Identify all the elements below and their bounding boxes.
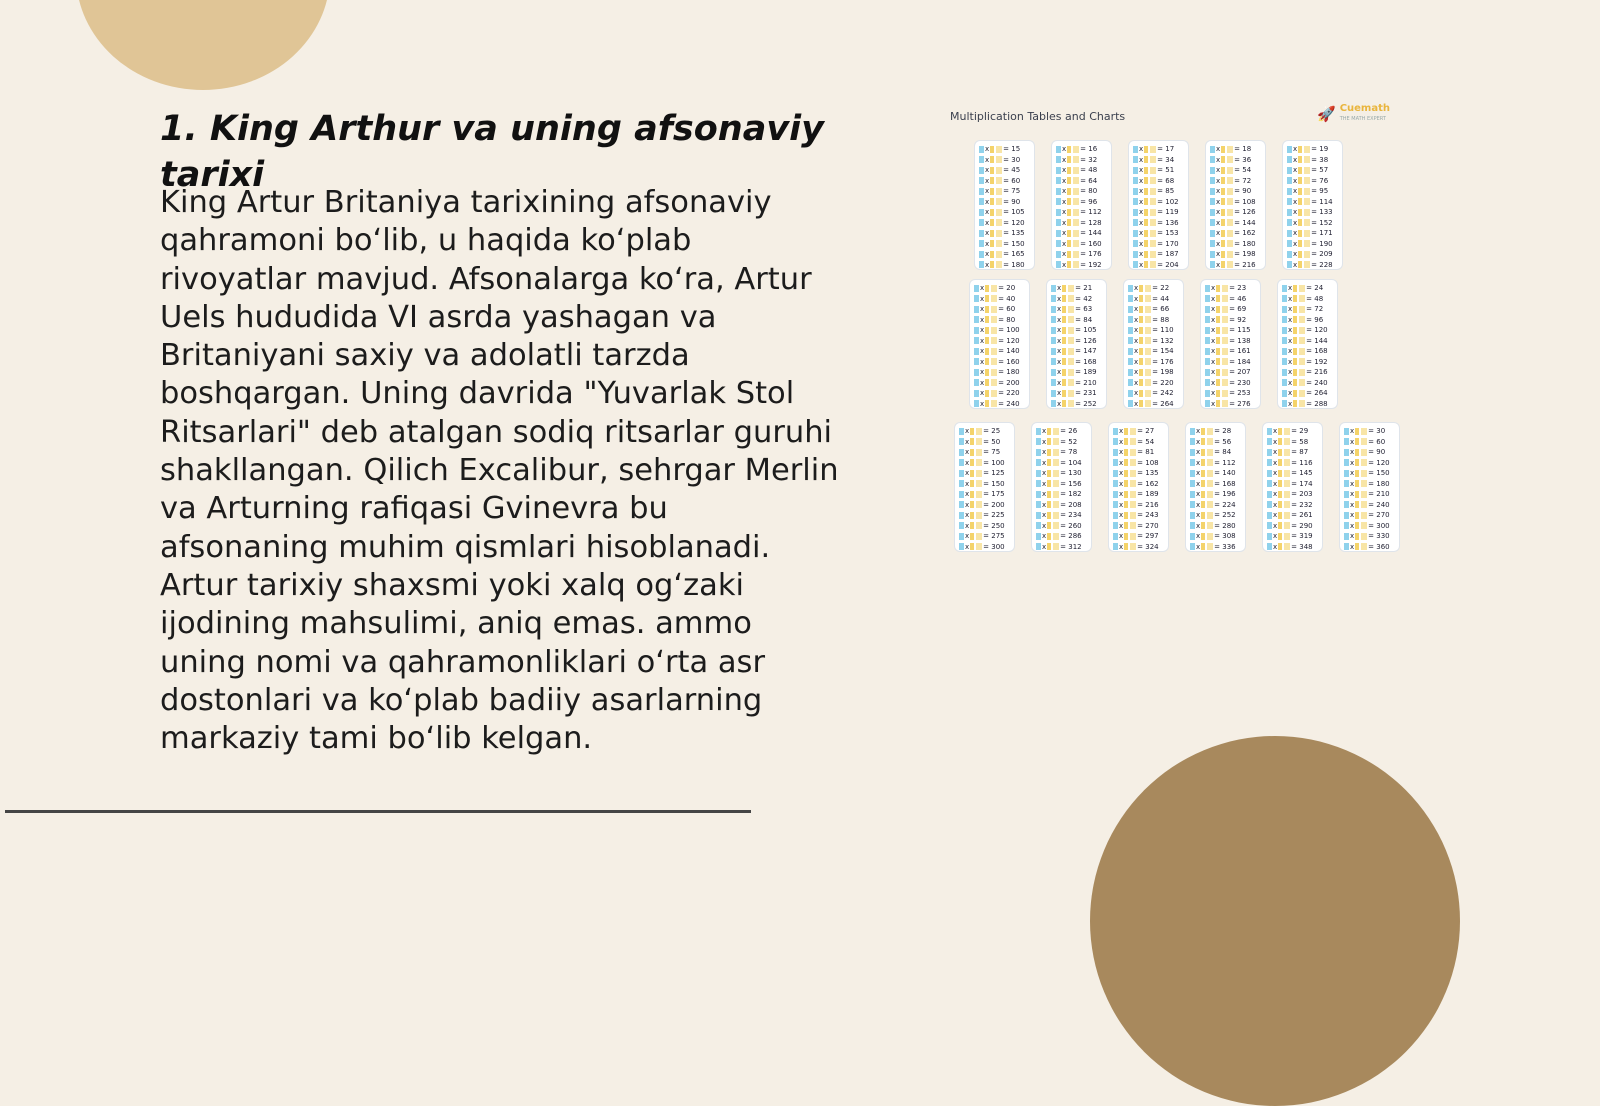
table-line: x = 80 — [1056, 186, 1107, 197]
table-line: x = 216 — [1210, 260, 1261, 271]
table-card-29 — [1262, 422, 1323, 552]
table-line: x = 264 — [1282, 388, 1333, 399]
table-line: x = 270 — [1113, 521, 1164, 532]
table-row — [969, 279, 1354, 409]
table-line: x = 26 — [1036, 426, 1087, 437]
table-line: x = 100 — [974, 325, 1025, 336]
table-line: x = 152 — [1287, 218, 1338, 229]
table-line: x = 116 — [1267, 458, 1318, 469]
table-line: x = 132 — [1128, 336, 1179, 347]
table-line: x = 84 — [1051, 315, 1102, 326]
chart-image-title: Multiplication Tables and Charts — [950, 110, 1126, 123]
table-line: x = 150 — [1344, 468, 1395, 479]
table-line: x = 30 — [1344, 426, 1395, 437]
table-line: x = 170 — [1133, 239, 1184, 250]
table-card-26 — [1031, 422, 1092, 552]
table-line: x = 32 — [1056, 155, 1107, 166]
table-line: x = 330 — [1344, 531, 1395, 542]
table-line: x = 120 — [974, 336, 1025, 347]
table-line: x = 252 — [1190, 510, 1241, 521]
table-line: x = 51 — [1133, 165, 1184, 176]
table-line: x = 21 — [1051, 283, 1102, 294]
table-line: x = 300 — [959, 542, 1010, 553]
table-line: x = 57 — [1287, 165, 1338, 176]
table-line: x = 225 — [959, 510, 1010, 521]
table-line: x = 95 — [1287, 186, 1338, 197]
table-line: x = 102 — [1133, 197, 1184, 208]
table-line: x = 120 — [979, 218, 1030, 229]
table-line: x = 154 — [1128, 346, 1179, 357]
table-line: x = 156 — [1036, 479, 1087, 490]
table-line: x = 54 — [1113, 437, 1164, 448]
table-line: x = 198 — [1128, 367, 1179, 378]
table-line: x = 108 — [1113, 458, 1164, 469]
table-line: x = 96 — [1282, 315, 1333, 326]
table-line: x = 297 — [1113, 531, 1164, 542]
table-line: x = 209 — [1287, 249, 1338, 260]
table-line: x = 135 — [979, 228, 1030, 239]
table-card-17 — [1128, 140, 1189, 270]
table-line: x = 150 — [959, 479, 1010, 490]
table-line: x = 112 — [1190, 458, 1241, 469]
table-line: x = 253 — [1205, 388, 1256, 399]
slide-title: 1. King Arthur va uning afsonaviy tarixi — [160, 109, 824, 195]
table-line: x = 234 — [1036, 510, 1087, 521]
table-line: x = 72 — [1210, 176, 1261, 187]
table-line: x = 50 — [959, 437, 1010, 448]
table-line: x = 312 — [1036, 542, 1087, 553]
table-line: x = 174 — [1267, 479, 1318, 490]
table-line: x = 68 — [1133, 176, 1184, 187]
table-line: x = 69 — [1205, 304, 1256, 315]
slide-body-text: King Artur Britaniya tarixining afsonaviy qahramoni bo‘lib, u haqida ko‘plab rivoyatlar mavjud. Afsonalarga ko‘ra, Artur Uels hududida VI asrda yashagan va Britaniyani saxiy va adolatli tarzda boshqargan. Uning davrida "Yuvarlak Stol Ritsarlari" deb atalgan sodiq ritsarlar guruhi shakllangan. Qilich Excalibur, sehrgar Merlin va Arturning rafiqasi Gvinevra bu afsonaning muhim qismlari hisoblanadi. Artur tarixiy shaxsmi yoki xalq og‘zaki ijodining mahsulimi, aniq emas. ammo uning nomi va qahramonliklari o‘rta asr dostonlari va ko‘plab badiiy asarlarning markaziy tami bo‘lib kelgan. — [160, 185, 839, 757]
table-line: x = 144 — [1282, 336, 1333, 347]
table-line: x = 90 — [979, 197, 1030, 208]
table-line: x = 64 — [1056, 176, 1107, 187]
table-line: x = 105 — [1051, 325, 1102, 336]
table-line: x = 180 — [1210, 239, 1261, 250]
table-card-30 — [1339, 422, 1400, 552]
table-line: x = 180 — [1344, 479, 1395, 490]
table-line: x = 275 — [959, 531, 1010, 542]
table-line: x = 140 — [974, 346, 1025, 357]
table-line: x = 324 — [1113, 542, 1164, 553]
table-line: x = 114 — [1287, 197, 1338, 208]
table-line: x = 150 — [979, 239, 1030, 250]
table-line: x = 176 — [1128, 357, 1179, 368]
table-line: x = 220 — [974, 388, 1025, 399]
table-line: x = 175 — [959, 489, 1010, 500]
table-line: x = 128 — [1056, 218, 1107, 229]
table-line: x = 36 — [1210, 155, 1261, 166]
table-line: x = 182 — [1036, 489, 1087, 500]
table-line: x = 187 — [1133, 249, 1184, 260]
table-line: x = 200 — [959, 500, 1010, 511]
table-line: x = 60 — [979, 176, 1030, 187]
table-line: x = 300 — [1344, 521, 1395, 532]
table-card-23 — [1200, 279, 1261, 409]
table-line: x = 24 — [1282, 283, 1333, 294]
table-line: x = 105 — [979, 207, 1030, 218]
table-line: x = 120 — [1282, 325, 1333, 336]
table-line: x = 276 — [1205, 399, 1256, 410]
table-line: x = 76 — [1287, 176, 1338, 187]
table-line: x = 153 — [1133, 228, 1184, 239]
table-line: x = 104 — [1036, 458, 1087, 469]
table-line: x = 252 — [1051, 399, 1102, 410]
table-line: x = 44 — [1128, 294, 1179, 305]
table-line: x = 28 — [1190, 426, 1241, 437]
rocket-icon: 🚀 — [1317, 105, 1336, 123]
table-line: x = 210 — [1051, 378, 1102, 389]
table-line: x = 145 — [1267, 468, 1318, 479]
table-card-16 — [1051, 140, 1112, 270]
table-line: x = 176 — [1056, 249, 1107, 260]
multiplication-chart-image — [940, 100, 1412, 565]
table-line: x = 60 — [974, 304, 1025, 315]
table-card-24 — [1277, 279, 1338, 409]
table-card-21 — [1046, 279, 1107, 409]
table-line: x = 125 — [959, 468, 1010, 479]
table-line: x = 80 — [974, 315, 1025, 326]
table-line: x = 290 — [1267, 521, 1318, 532]
table-line: x = 54 — [1210, 165, 1261, 176]
table-row — [974, 140, 1359, 270]
table-line: x = 119 — [1133, 207, 1184, 218]
table-line: x = 308 — [1190, 531, 1241, 542]
table-line: x = 88 — [1128, 315, 1179, 326]
table-line: x = 90 — [1210, 186, 1261, 197]
table-line: x = 130 — [1036, 468, 1087, 479]
table-line: x = 40 — [974, 294, 1025, 305]
table-line: x = 126 — [1051, 336, 1102, 347]
table-line: x = 75 — [979, 186, 1030, 197]
table-line: x = 34 — [1133, 155, 1184, 166]
table-line: x = 30 — [979, 155, 1030, 166]
table-line: x = 96 — [1056, 197, 1107, 208]
divider-line — [5, 810, 751, 813]
table-line: x = 60 — [1344, 437, 1395, 448]
table-line: x = 208 — [1036, 500, 1087, 511]
table-line: x = 23 — [1205, 283, 1256, 294]
table-line: x = 243 — [1113, 510, 1164, 521]
table-card-25 — [954, 422, 1015, 552]
table-line: x = 270 — [1344, 510, 1395, 521]
table-line: x = 180 — [979, 260, 1030, 271]
table-card-19 — [1282, 140, 1343, 270]
table-line: x = 27 — [1113, 426, 1164, 437]
table-line: x = 15 — [979, 144, 1030, 155]
table-line: x = 138 — [1205, 336, 1256, 347]
decorative-circle-bottom — [1090, 736, 1460, 1106]
table-line: x = 231 — [1051, 388, 1102, 399]
table-line: x = 261 — [1267, 510, 1318, 521]
table-line: x = 16 — [1056, 144, 1107, 155]
table-line: x = 168 — [1282, 346, 1333, 357]
table-line: x = 216 — [1113, 500, 1164, 511]
table-line: x = 360 — [1344, 542, 1395, 553]
table-line: x = 192 — [1282, 357, 1333, 368]
table-line: x = 189 — [1113, 489, 1164, 500]
table-line: x = 90 — [1344, 447, 1395, 458]
table-line: x = 48 — [1056, 165, 1107, 176]
table-line: x = 198 — [1210, 249, 1261, 260]
brand-logo — [1317, 104, 1390, 124]
table-line: x = 171 — [1287, 228, 1338, 239]
table-card-15 — [974, 140, 1035, 270]
table-line: x = 110 — [1128, 325, 1179, 336]
table-line: x = 144 — [1210, 218, 1261, 229]
table-line: x = 162 — [1113, 479, 1164, 490]
table-line: x = 192 — [1056, 260, 1107, 271]
table-line: x = 190 — [1287, 239, 1338, 250]
table-line: x = 66 — [1128, 304, 1179, 315]
table-card-20 — [969, 279, 1030, 409]
table-line: x = 189 — [1051, 367, 1102, 378]
table-line: x = 92 — [1205, 315, 1256, 326]
table-line: x = 25 — [959, 426, 1010, 437]
table-line: x = 135 — [1113, 468, 1164, 479]
table-line: x = 280 — [1190, 521, 1241, 532]
table-line: x = 161 — [1205, 346, 1256, 357]
table-line: x = 180 — [974, 367, 1025, 378]
table-line: x = 240 — [1282, 378, 1333, 389]
table-card-28 — [1185, 422, 1246, 552]
table-line: x = 288 — [1282, 399, 1333, 410]
table-line: x = 112 — [1056, 207, 1107, 218]
table-line: x = 75 — [959, 447, 1010, 458]
table-line: x = 52 — [1036, 437, 1087, 448]
table-line: x = 168 — [1051, 357, 1102, 368]
table-line: x = 42 — [1051, 294, 1102, 305]
table-line: x = 240 — [1344, 500, 1395, 511]
brand-tagline: THE MATH EXPERT — [1339, 116, 1386, 122]
table-card-18 — [1205, 140, 1266, 270]
table-line: x = 84 — [1190, 447, 1241, 458]
table-card-22 — [1123, 279, 1184, 409]
table-line: x = 20 — [974, 283, 1025, 294]
table-line: x = 140 — [1190, 468, 1241, 479]
table-row — [954, 422, 1416, 552]
table-line: x = 220 — [1128, 378, 1179, 389]
table-line: x = 56 — [1190, 437, 1241, 448]
table-line: x = 240 — [974, 399, 1025, 410]
table-line: x = 48 — [1282, 294, 1333, 305]
table-line: x = 336 — [1190, 542, 1241, 553]
table-line: x = 136 — [1133, 218, 1184, 229]
table-line: x = 133 — [1287, 207, 1338, 218]
table-line: x = 46 — [1205, 294, 1256, 305]
table-line: x = 63 — [1051, 304, 1102, 315]
table-line: x = 168 — [1190, 479, 1241, 490]
table-line: x = 81 — [1113, 447, 1164, 458]
table-line: x = 45 — [979, 165, 1030, 176]
table-line: x = 29 — [1267, 426, 1318, 437]
table-line: x = 210 — [1344, 489, 1395, 500]
brand-name: Cuemath — [1339, 103, 1390, 114]
table-line: x = 196 — [1190, 489, 1241, 500]
table-line: x = 115 — [1205, 325, 1256, 336]
table-line: x = 18 — [1210, 144, 1261, 155]
table-line: x = 120 — [1344, 458, 1395, 469]
table-line: x = 207 — [1205, 367, 1256, 378]
table-line: x = 230 — [1205, 378, 1256, 389]
table-line: x = 203 — [1267, 489, 1318, 500]
table-line: x = 144 — [1056, 228, 1107, 239]
table-line: x = 200 — [974, 378, 1025, 389]
table-line: x = 126 — [1210, 207, 1261, 218]
table-line: x = 160 — [1056, 239, 1107, 250]
table-line: x = 184 — [1205, 357, 1256, 368]
table-line: x = 260 — [1036, 521, 1087, 532]
table-line: x = 224 — [1190, 500, 1241, 511]
table-line: x = 160 — [974, 357, 1025, 368]
table-line: x = 78 — [1036, 447, 1087, 458]
table-line: x = 286 — [1036, 531, 1087, 542]
table-line: x = 147 — [1051, 346, 1102, 357]
table-line: x = 264 — [1128, 399, 1179, 410]
table-line: x = 162 — [1210, 228, 1261, 239]
table-line: x = 100 — [959, 458, 1010, 469]
table-line: x = 17 — [1133, 144, 1184, 155]
table-line: x = 319 — [1267, 531, 1318, 542]
table-line: x = 19 — [1287, 144, 1338, 155]
table-line: x = 216 — [1282, 367, 1333, 378]
decorative-circle-top — [76, 0, 330, 90]
table-line: x = 85 — [1133, 186, 1184, 197]
table-line: x = 38 — [1287, 155, 1338, 166]
table-line: x = 108 — [1210, 197, 1261, 208]
table-line: x = 165 — [979, 249, 1030, 260]
table-line: x = 204 — [1133, 260, 1184, 271]
table-line: x = 228 — [1287, 260, 1338, 271]
table-line: x = 250 — [959, 521, 1010, 532]
table-line: x = 87 — [1267, 447, 1318, 458]
table-line: x = 22 — [1128, 283, 1179, 294]
table-line: x = 242 — [1128, 388, 1179, 399]
table-card-27 — [1108, 422, 1169, 552]
table-line: x = 348 — [1267, 542, 1318, 553]
table-line: x = 58 — [1267, 437, 1318, 448]
table-line: x = 72 — [1282, 304, 1333, 315]
table-line: x = 232 — [1267, 500, 1318, 511]
